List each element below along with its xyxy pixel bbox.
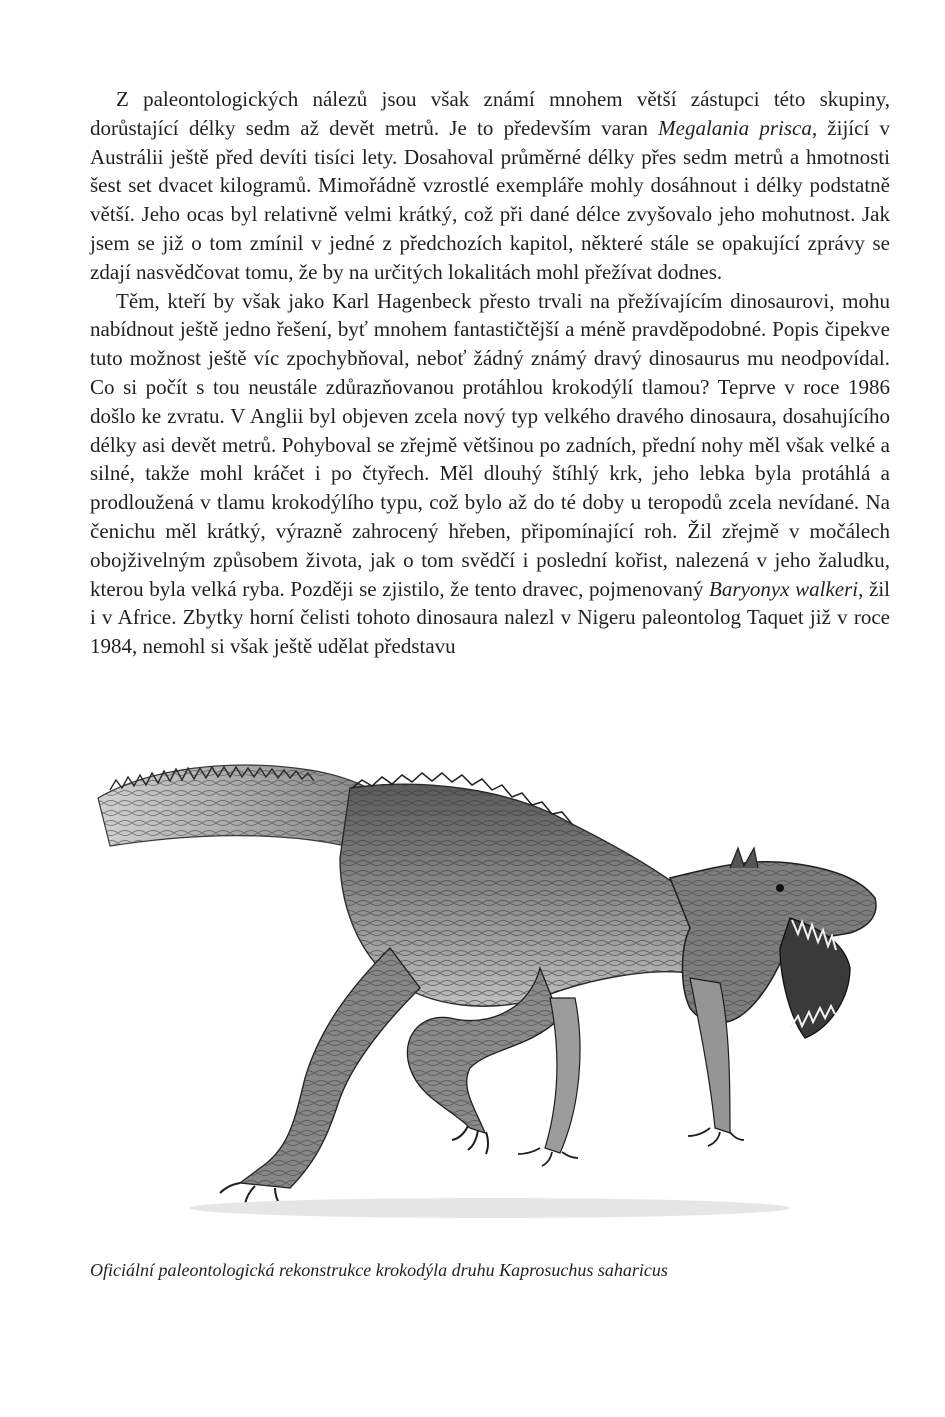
kaprosuchus-drawing: [90, 728, 890, 1236]
figure-caption: Oficiální paleontologická rekonstrukce krokodýla druhu Kaprosuchus saharicus: [90, 1260, 668, 1280]
crocodile-illustration: [90, 728, 890, 1236]
body-text: [90, 85, 890, 661]
paragraph-1: [90, 85, 890, 287]
paragraph-2: [90, 287, 890, 661]
paragraph-1-text-b: , žijící v Austrálii ještě před devíti tisíci lety. Dosahoval průměrné délky přes sedm metrů a hmotnosti šest set dvacet kilogramů. Mimořádně vzrostlé exempláře mohly dosáhnout i délky podstatně větší. Jeho ocas byl relativně velmi krátký, což při dané délce zvyšovalo jeho mohutnost. Jak jsem se již o tom zmínil v jedné z předchozích kapitol, některé stále se opakující zprávy se zdají nasvědčovat tomu, že by na určitých lokalitách mohl přežívat dodnes.: [90, 115, 890, 284]
paragraph-1-text-a: Z paleontologických nálezů jsou však známí mnohem větší zástupci této skupiny, dorůstající délky sedm až devět metrů. Je to především varan: [90, 87, 890, 140]
paragraph-2-text-a: Těm, kteří by však jako Karl Hagenbeck přesto trvali na přežívajícím dinosaurovi, mohu nabídnout ještě jedno řešení, byť mnohem fantastičtější a méně pravděpodobné. Popis čipekve tuto možnost ještě víc zpochybňoval, neboť žádný známý dravý dinosaurus mu neodpovídal. Co si počít s tou neustále zdůrazňovanou protáhlou krokodýlí tlamou? Teprve v roce 1986 došlo ke zvratu. V Anglii byl objeven zcela nový typ velkého dravého dinosaura, dosahujícího délky asi devět metrů. Pohyboval se zřejmě většinou po zadních, přední nohy měl však velké a silné, takže mohl kráčet i po čtyřech. Měl dlouhý štíhlý krk, jeho lebka byla protáhlá a prodloužená v tlamu krokodýlího typu, což bylo až do té doby u teropodů zcela nevídané. Na čenichu měl krátký, výrazně zahrocený hřeben, připomínající roh. Žil zřejmě v močálech obojživelným způsobem života, jak o tom svědčí i poslední kořist, nalezená v jeho žaludku, kterou byla velká ryba. Později se zjistilo, že tento dravec, pojmenovaný: [90, 288, 890, 601]
paragraph-1-species-name: Megalania prisca: [658, 115, 812, 140]
paragraph-2-text-b: , žil i v Africe. Zbytky horní čelisti tohoto dinosaura nalezl v Nigeru paleontolog Taquet již v roce 1984, nemohl si však ještě udělat představu: [90, 576, 891, 659]
paragraph-2-species-name: Baryonyx walkeri: [709, 576, 859, 601]
